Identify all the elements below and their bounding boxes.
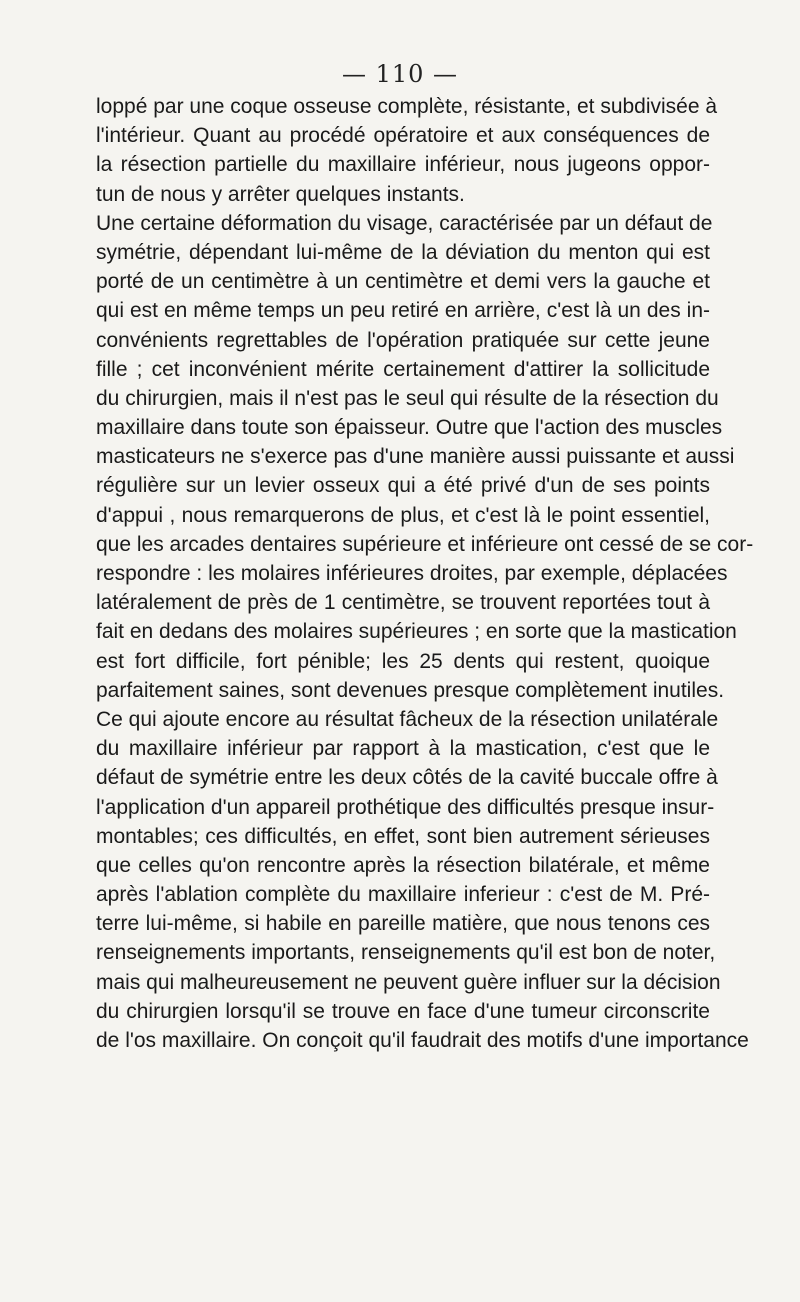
- text-line: qui est en même temps un peu retiré en arrière, c'est là un des in-: [96, 299, 710, 323]
- text-line: symétrie, dépendant lui-même de la déviation du menton qui est: [96, 240, 710, 264]
- body-text: [96, 92, 754, 1055]
- text-line: terre lui-même, si habile en pareille matière, que nous tenons ces: [96, 912, 710, 936]
- text-line: loppé par une coque osseuse complète, résistante, et subdivisée à: [96, 95, 718, 118]
- text-line: d'appui , nous remarquerons de plus, et c'est là le point essentiel,: [96, 503, 710, 527]
- text-line: l'application d'un appareil prothétique des difficultés presque insur-: [96, 795, 715, 819]
- text-line: l'intérieur. Quant au procédé opératoire et aux conséquences de: [96, 124, 710, 148]
- text-line: du maxillaire inférieur par rapport à la mastication, c'est que le: [96, 737, 710, 761]
- text-line: défaut de symétrie entre les deux côtés de la cavité buccale offre à: [96, 766, 718, 790]
- text-line: tun de nous y arrêter quelques instants.: [96, 182, 465, 206]
- text-line: maxillaire dans toute son épaisseur. Outre que l'action des muscles: [96, 416, 723, 440]
- text-line: latéralement de près de 1 centimètre, se trouvent reportées tout à: [96, 591, 710, 615]
- text-line: porté de un centimètre à un centimètre et demi vers la gauche et: [96, 270, 710, 294]
- text-line: après l'ablation complète du maxillaire inferieur : c'est de M. Pré-: [96, 883, 710, 907]
- text-line: que les arcades dentaires supérieure et inférieure ont cessé de se cor-: [96, 532, 754, 556]
- text-line: du chirurgien lorsqu'il se trouve en face d'une tumeur circonscrite: [96, 999, 710, 1023]
- text-line: régulière sur un levier osseux qui a été privé d'un de ses points: [96, 474, 710, 498]
- page-number: — 110 —: [341, 60, 459, 88]
- text-line: du chirurgien, mais il n'est pas le seul qui résulte de la résection du: [96, 386, 719, 410]
- text-line: mais qui malheureusement ne peuvent guère influer sur la décision: [96, 970, 721, 994]
- text-line: de l'os maxillaire. On conçoit qu'il faudrait des motifs d'une importance: [96, 1029, 749, 1052]
- text-line: Ce qui ajoute encore au résultat fâcheux de la résection unilatérale: [96, 707, 719, 731]
- text-line: est fort difficile, fort pénible; les 25 dents qui restent, quoique: [96, 649, 710, 673]
- text-line: convénients regrettables de l'opération pratiquée sur cette jeune: [96, 328, 710, 352]
- text-line: parfaitement saines, sont devenues presque complètement inutiles.: [96, 678, 725, 702]
- text-line: fait en dedans des molaires supérieures ; en sorte que la mastication: [96, 620, 737, 644]
- text-line: Une certaine déformation du visage, caractérisée par un défaut de: [96, 211, 713, 235]
- text-line: renseignements importants, renseignements qu'il est bon de noter,: [96, 941, 716, 965]
- text-line: que celles qu'on rencontre après la résection bilatérale, et même: [96, 853, 710, 877]
- text-line: masticateurs ne s'exerce pas d'une manière aussi puissante et aussi: [96, 445, 735, 469]
- text-line: respondre : les molaires inférieures droites, par exemple, déplacées: [96, 562, 728, 585]
- text-line: fille ; cet inconvénient mérite certainement d'attirer la sollicitude: [96, 357, 710, 381]
- text-line: montables; ces difficultés, en effet, sont bien autrement sérieuses: [96, 824, 710, 848]
- text-line: la résection partielle du maxillaire inférieur, nous jugeons oppor-: [96, 153, 710, 177]
